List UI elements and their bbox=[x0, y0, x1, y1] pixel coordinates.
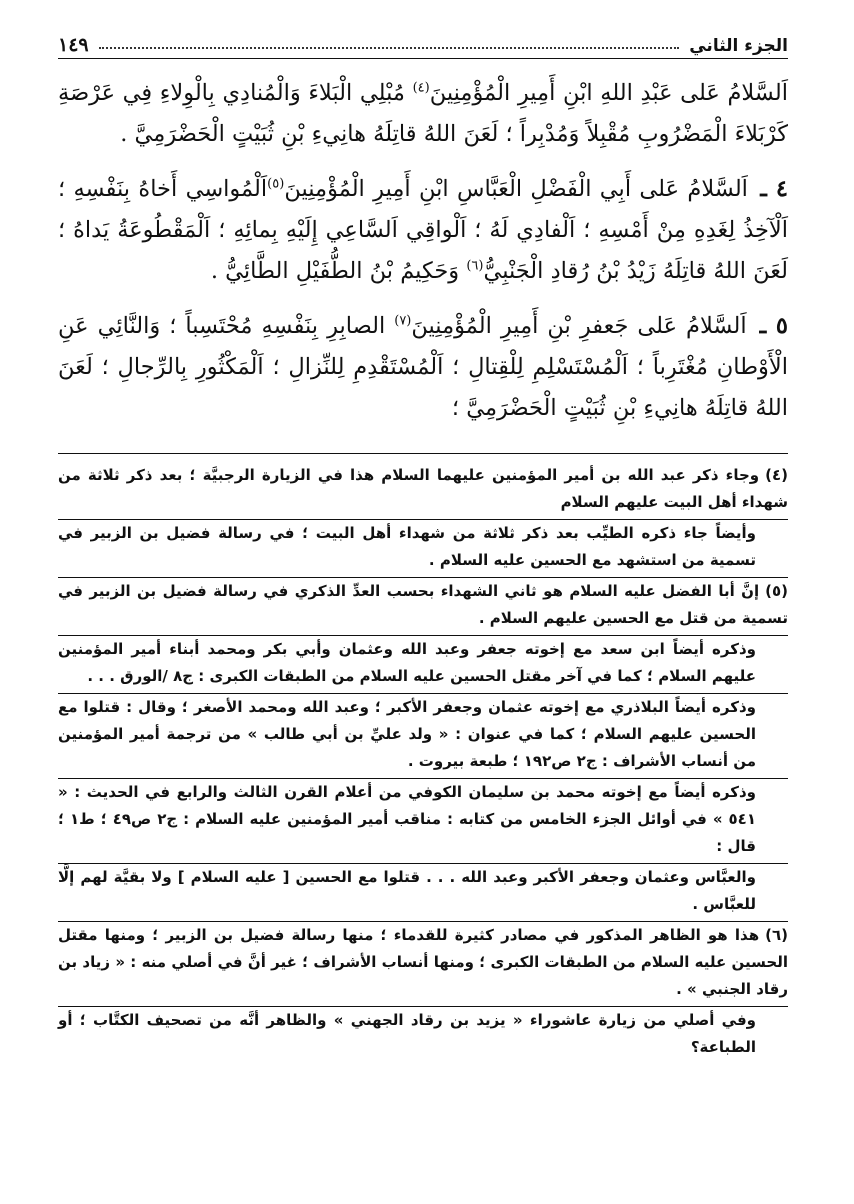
paragraph-text: مُبْلِي الْبَلاءَ وَالْمُنادِي بِالْوِلاءِ فِي عَرْصَةِ كَرْبَلاءَ الْمَضْرُوبِ مُقْبِلاً وَمُدْبِراً ؛ لَعَنَ اللهُ قاتِلَهُ هانِيءِ بْنِ ثُبَيْتٍ الْحَضْرَمِيَّ . bbox=[58, 80, 788, 147]
paragraph-number: ٥ ـ bbox=[759, 313, 788, 339]
footnote-text: وفي أصلي من زيارة عاشوراء « يزيد بن رقاد الجهني » والظاهر أنَّه من تصحيف الكتَّاب ؛ أو الطباعة؟ bbox=[58, 1011, 756, 1056]
running-title: الجزء الثاني bbox=[689, 36, 788, 56]
main-text bbox=[58, 73, 788, 429]
footnote-text: وأيضاً جاء ذكره الطيِّب بعد ذكر ثلاثة من شهداء أهل البيت ؛ في رسالة فضيل بن الزبير في تسمية من استشهد مع الحسين عليه السلام . bbox=[58, 524, 756, 569]
footnote-4-continuation bbox=[58, 520, 788, 578]
page-header bbox=[58, 22, 788, 59]
footnote-number: (٥) bbox=[765, 582, 788, 600]
footnote-text: وذكره أيضاً مع إخوته محمد بن سليمان الكوفي من أعلام القرن الثالث والرابع في الحديث : « ٥٤١ » في أوائل الجزء الخامس من كتابه : مناقب أمير المؤمنين عليه السلام : ج٢ ص٤٩ ؛ ط١ ؛ قال : bbox=[58, 783, 756, 855]
paragraph-3 bbox=[58, 306, 788, 429]
paragraph-2 bbox=[58, 169, 788, 292]
footnote-ref[interactable]: (٦) bbox=[466, 258, 484, 274]
footnote-6 bbox=[58, 922, 788, 1007]
footnote-separator bbox=[58, 453, 788, 454]
page bbox=[58, 22, 788, 1192]
paragraph-text: اَلسَّلامُ عَلى عَبْدِ اللهِ ابْنِ أَمِيرِ الْمُؤْمِنِينَ bbox=[429, 80, 788, 106]
paragraph-1 bbox=[58, 73, 788, 155]
footnote-5-continuation bbox=[58, 864, 788, 922]
footnote-5-continuation bbox=[58, 636, 788, 694]
footnote-text: والعبَّاس وعثمان وجعفر الأكبر وعبد الله . . . قتلوا مع الحسين [ عليه السلام ] ولا بقيَّة لهم إلَّا للعبَّاس . bbox=[58, 868, 756, 913]
footnote-text: وذكره أيضاً ابن سعد مع إخوته جعفر وعبد الله وعثمان وأبي بكر ومحمد أبناء أمير المؤمنين عليهم السلام ؛ كما في آخر مقتل الحسين عليه السلام من الطبقات الكبرى : ج٨ /الورق . . . bbox=[58, 640, 756, 685]
footnote-5 bbox=[58, 578, 788, 636]
page-number: ١٤٩ bbox=[58, 34, 89, 56]
paragraph-text: الصابِرِ بِنَفْسِهِ مُحْتَسِباً ؛ وَالنَّائِي عَنِ الْأَوْطانِ مُغْتَرِباً ؛ اَلْمُسْتَسْلِمِ لِلْقِتالِ ؛ اَلْمُسْتَقْدِمِ لِلنِّزالِ ؛ اَلْمَكْثُورِ بِالرِّجالِ ؛ لَعَنَ اللهُ قاتِلَهُ هانِيءِ بْنِ ثُبَيْتٍ الْحَضْرَمِيَّ ؛ bbox=[58, 313, 788, 421]
footnotes bbox=[58, 462, 788, 1064]
footnote-ref[interactable]: (٤) bbox=[412, 80, 430, 96]
paragraph-number: ٤ ـ bbox=[760, 176, 789, 202]
footnote-text: هذا هو الظاهر المذكور في مصادر كثيرة للقدماء ؛ منها رسالة فضيل بن الزبير ؛ ومنها مقتل الحسين عليه السلام من الطبقات الكبرى ؛ ومنها أنساب الأشراف ؛ غير أنَّ في أصلي منه : « زياد بن رقاد الجنبي » . bbox=[58, 926, 788, 998]
footnote-number: (٤) bbox=[765, 466, 788, 484]
paragraph-text: اَلسَّلامُ عَلى جَعفرِ بْنِ أَمِيرِ الْمُؤْمِنِينَ bbox=[411, 313, 747, 339]
footnote-ref[interactable]: (٧) bbox=[394, 313, 412, 329]
footnote-6-continuation bbox=[58, 1007, 788, 1064]
footnote-text: إنَّ أبا الفضل عليه السلام هو ثاني الشهداء بحسب العدِّ الذكري في رسالة فضيل بن الزبير في تسمية من قتل مع الحسين عليهم السلام . bbox=[58, 582, 788, 627]
footnote-ref[interactable]: (٥) bbox=[267, 176, 285, 192]
paragraph-text: اَلْمُواسِي أَخاهُ بِنَفْسِهِ ؛ اَلْآخِذُ لِغَدِهِ مِنْ أَمْسِهِ ؛ اَلْفادِي لَهُ ؛ اَلْواقِي اَلسَّاعِي إِلَيْهِ بِمائِهِ ؛ اَلْمَقْطُوعَةُ يَداهُ ؛ لَعَنَ اللهُ قاتِلَهُ زَيْدُ بْنُ رُقادِ الْجَنْبِيُّ bbox=[58, 176, 788, 284]
footnote-5-continuation bbox=[58, 779, 788, 864]
dotted-leader bbox=[99, 47, 680, 49]
footnote-5-continuation bbox=[58, 694, 788, 779]
paragraph-text: اَلسَّلامُ عَلى أَبِي الْفَضْلِ الْعَبَّاسِ ابْنِ أَمِيرِ الْمُؤْمِنِينَ bbox=[284, 176, 748, 202]
footnote-4 bbox=[58, 462, 788, 520]
footnote-number: (٦) bbox=[765, 926, 788, 944]
footnote-text: وذكره أيضاً البلاذري مع إخوته عثمان وجعفر الأكبر ؛ وعبد الله ومحمد الأصغر ؛ وقال : قتلوا مع الحسين عليهم السلام ؛ كما في عنوان : « ولد عليِّ بن أبي طالب » من ترجمة أمير المؤمنين من أنساب الأشراف : ج٢ ص١٩٢ ؛ طبعة بيروت . bbox=[58, 698, 756, 770]
paragraph-text: وَحَكِيمُ بْنُ الطُّفَيْلِ الطَّائِيُّ . bbox=[210, 258, 467, 284]
footnote-text: وجاء ذكر عبد الله بن أمير المؤمنين عليهما السلام هذا في الزيارة الرجبيَّة ؛ بعد ذكر ثلاثة من شهداء أهل البيت عليهم السلام bbox=[58, 466, 788, 511]
